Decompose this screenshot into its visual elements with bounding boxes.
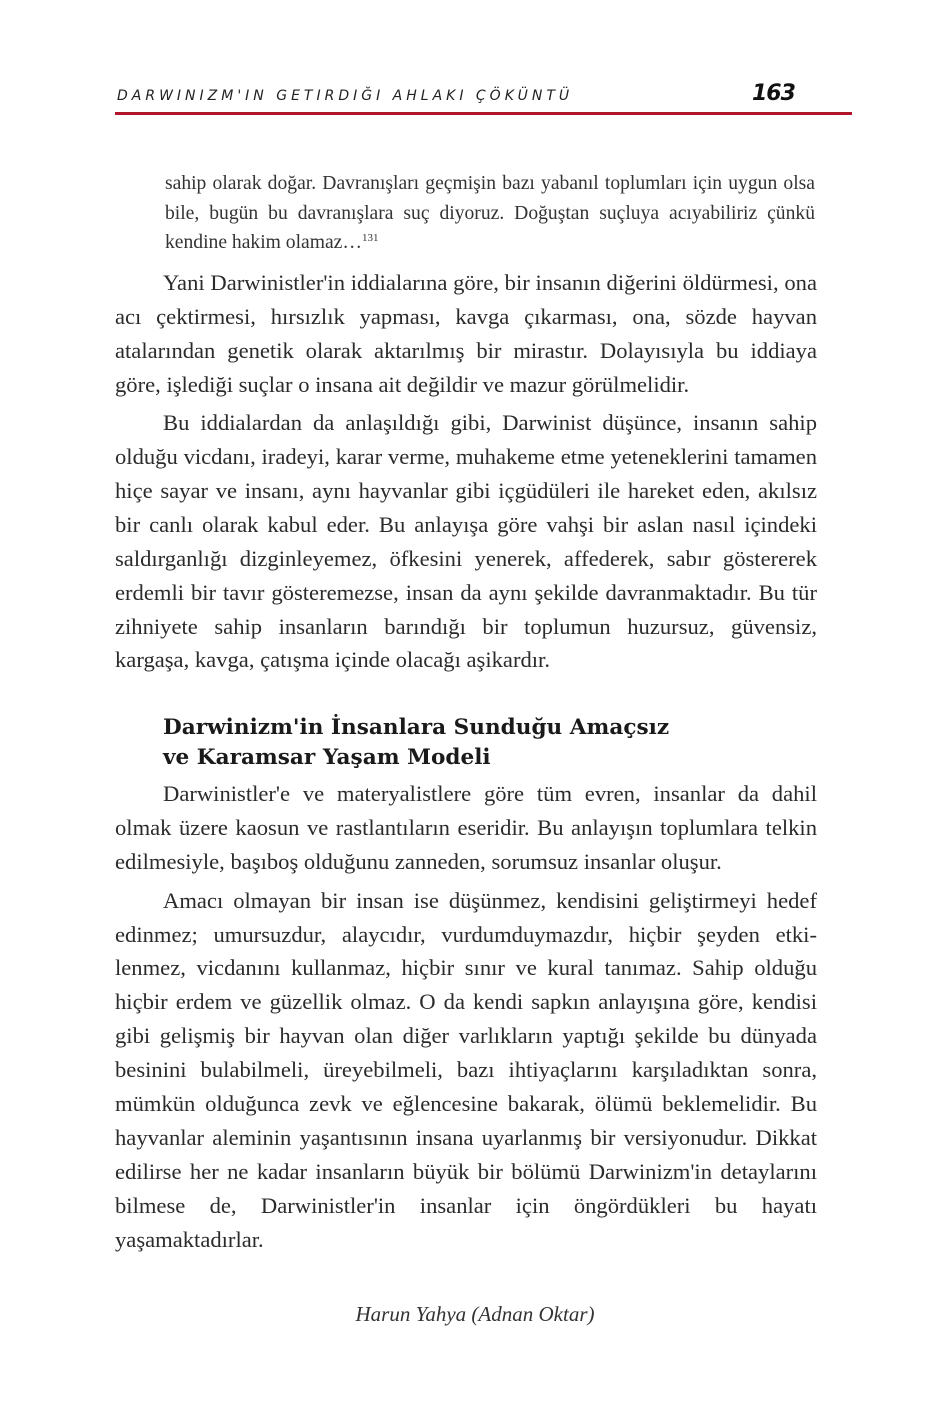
section-heading-line: Darwinizm'in İnsanlara Sunduğu Amaçsız [163, 715, 670, 741]
header-rule [115, 112, 852, 115]
paragraph: Amacı olmayan bir insan ise düşünmez, kendisini geliştirmeyi hedef edinmez; umursuzdur, alaycıdır, vurdumduymazdır, hiçbir şeyden etkilenmez, vicdanını kullanmaz, hiçbir sınır ve kural tanımaz. Sahip olduğu hiçbir erdem ve güzellik olmaz. O da kendi sapkın anlayışına göre, kendisi gibi gelişmiş bir hayvan olan diğer varlıkların yaptığı şekilde bu dünyada besinini bulabilmeli, üreyebilmeli, bazı ihtiyaçlarını karşıladıktan sonra, mümkün olduğunca zevk ve eğlencesine bakarak, ölümü beklemelidir. Bu hayvanlar aleminin yaşantısının insana uyarlanmış bir versiyonudur. Dikkat edilirse her ne kadar insanların büyük bir bölümü Darwinizm'in detaylarını bilmese de, Darwinistler'in insanlar için öngördükleri bu hayatı yaşamaktadırlar. [115, 887, 817, 1252]
section-heading-line: ve Karamsar Yaşam Modeli [163, 745, 491, 771]
block-quote [165, 169, 815, 258]
footer-author: Harun Yahya (Adnan Oktar) [355, 1302, 595, 1326]
quote-text: sahip olarak doğar. Davranışları geçmişin bazı yabanıl toplumları için uygun olsa bile, bugün bu davranışlara suç diyoruz. Doğuştan suçluya acıyabiliriz çünkü kendine hakim olamaz… [165, 173, 815, 253]
section-heading [163, 713, 817, 773]
page-header [115, 81, 852, 114]
running-title: DARWINIZM'IN GETIRDIĞI AHLAKI ÇÖKÜNTÜ [117, 88, 574, 104]
page-number: 163 [752, 81, 795, 106]
paragraph: Yani Darwinistler'in iddialarına göre, bir insanın diğerini öldürmesi, ona acı çektirmesi, hırsızlık yapması, kavga çıkarması, ona, sözde hayvan atalarından genetik olarak aktarılmış bir mirastır. Dolayısıyla bu iddiaya göre, işlediği suçlar o insana ait değildir ve mazur görülmelidir. [115, 270, 817, 397]
paragraph: Darwinistler'e ve materyalistlere göre tüm evren, insanlar da dahil olmak üzere kaosun ve rastlantıların eseridir. Bu anlayışın toplumlara telkin edilmesiyle, başıboş olduğunu zanneden, sorumsuz insanlar oluşur. [115, 781, 817, 875]
footnote-reference: 131 [361, 232, 379, 244]
paragraph: Bu iddialardan da anlaşıldığı gibi, Darwinist düşünce, insanın sahip olduğu vicdanı, iradeyi, karar verme, muhakeme etme yeteneklerini tamamen hiçe sayar ve insanı, aynı hayvanlar gibi içgüdüleri ile hareket eden, akılsız bir canlı olarak kabul eder. Bu anlayışa göre vahşi bir aslan nasıl içindeki saldırganlığı dizginleyemez, öfkesini yenerek, affederek, sabır göstererek erdemli bir tavır gösteremezse, insan da aynı şekilde davranmaktadır. Bu tür zihniyete sahip insanların barındığı bir toplumun huzursuz, güvensiz, kargaşa, kavga, çatışma içinde olacağı aşikardır. [115, 410, 817, 673]
main-text [115, 266, 817, 1261]
